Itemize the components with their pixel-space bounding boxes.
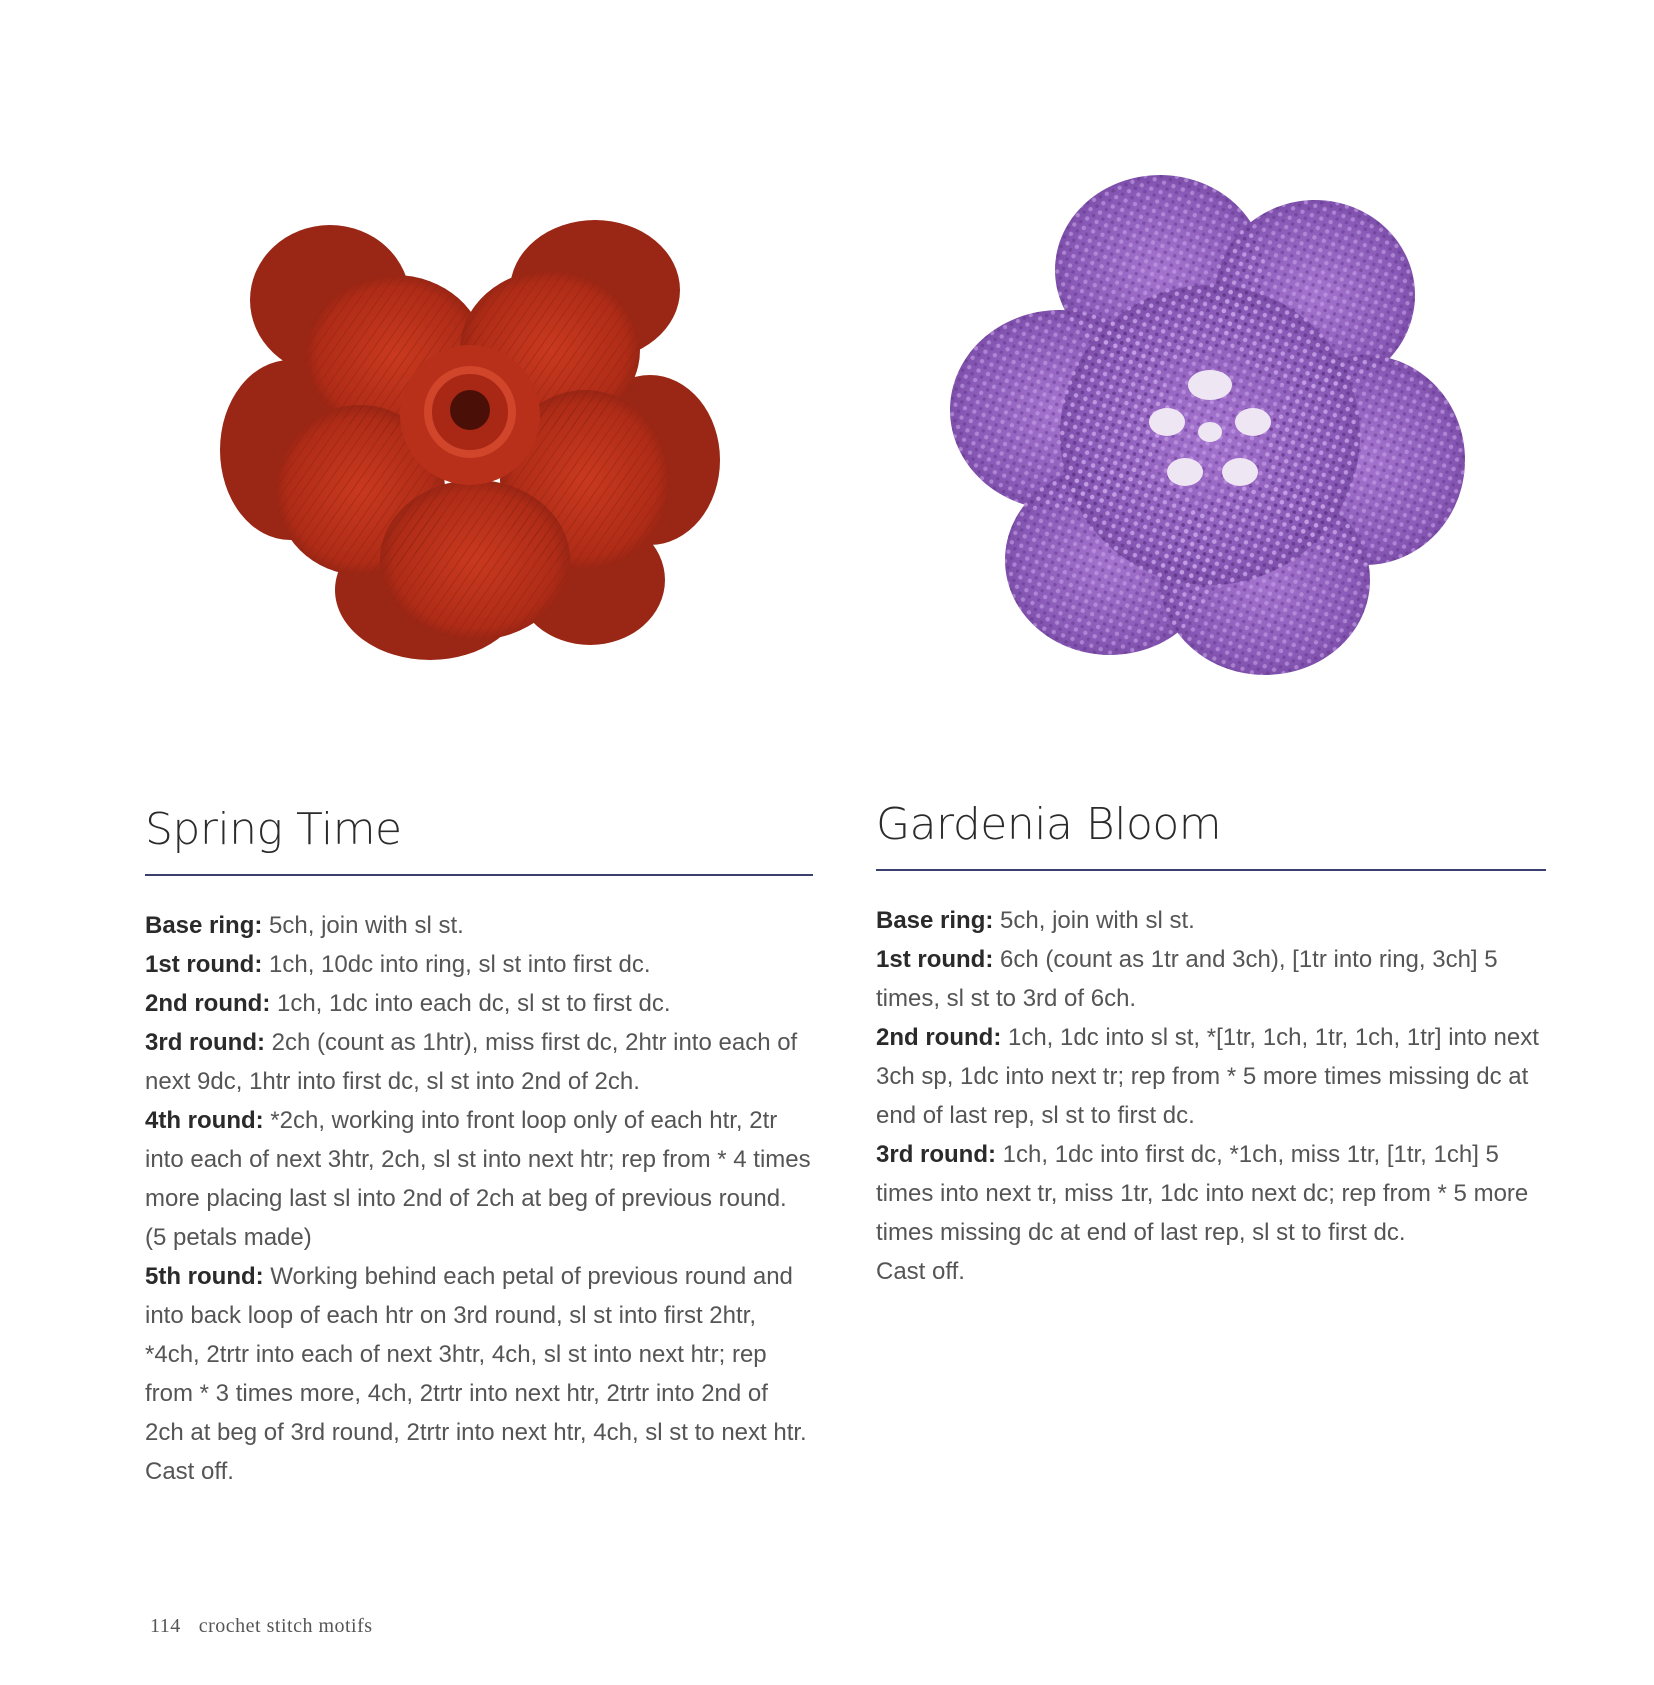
spring-time-pattern — [145, 800, 813, 1491]
row-label: 5th round: — [145, 1263, 264, 1290]
gardenia-bloom-pattern — [876, 795, 1546, 1291]
gardenia-bloom-photo — [935, 160, 1485, 685]
row-label: 1st round: — [876, 946, 994, 973]
row-text: 1ch, 1dc into sl st, *[1tr, 1ch, 1tr, 1ch, 1tr] into next 3ch sp, 1dc into next tr; rep from * 5 more times missing dc at end of last rep, sl st to first dc. — [876, 1024, 1539, 1129]
row-text: 5ch, join with sl st. — [993, 907, 1195, 934]
row-text: 5ch, join with sl st. — [262, 912, 464, 939]
row-label: 1st round: — [145, 951, 263, 978]
row-label: 4th round: — [145, 1107, 264, 1134]
pattern-title: Spring Time — [145, 804, 402, 855]
row-label: 2nd round: — [145, 990, 271, 1017]
row-label: 3rd round: — [876, 1141, 996, 1168]
pattern-title: Gardenia Bloom — [876, 799, 1222, 850]
row-label: Base ring: — [145, 912, 263, 939]
row-label: Base ring: — [876, 907, 994, 934]
row-text: 1ch, 1dc into each dc, sl st to first dc. — [270, 990, 671, 1017]
row-label: 3rd round: — [145, 1029, 265, 1056]
row-text: Cast off. — [145, 1458, 234, 1485]
row-text: 1ch, 10dc into ring, sl st into first dc. — [262, 951, 651, 978]
pattern-instructions — [145, 906, 813, 1491]
spring-time-photo — [220, 190, 730, 670]
page-footer — [150, 1615, 373, 1638]
row-text: 2ch (count as 1htr), miss first dc, 2htr into each of next 9dc, 1htr into first dc, sl st into 2nd of 2ch. — [145, 1029, 798, 1095]
title-divider — [145, 874, 813, 876]
purple-crochet-flower-photo — [935, 160, 1485, 685]
row-text: 1ch, 1dc into first dc, *1ch, miss 1tr, [1tr, 1ch] 5 times into next tr, miss 1tr, 1dc into next dc; rep from * 5 more times missing dc at end of last rep, sl st to first dc. — [876, 1141, 1529, 1246]
section-name: crochet stitch motifs — [198, 1615, 373, 1637]
row-text: *2ch, working into front loop only of each htr, 2tr into each of next 3htr, 2ch, sl st into next htr; rep from * 4 times more placing last sl into 2nd of 2ch at beg of previous round. (5 petals made) — [145, 1107, 811, 1251]
title-divider — [876, 869, 1546, 871]
row-text: 6ch (count as 1tr and 3ch), [1tr into ring, 3ch] 5 times, sl st to 3rd of 6ch. — [876, 946, 1498, 1012]
page-number: 114 — [150, 1615, 181, 1637]
row-text: Cast off. — [876, 1258, 965, 1285]
row-label: 2nd round: — [876, 1024, 1002, 1051]
row-text: Working behind each petal of previous round and into back loop of each htr on 3rd round, sl st into first 2htr, *4ch, 2trtr into each of next 3htr, 4ch, sl st into next htr; rep from * 3 times more, 4ch, 2trtr into next htr, 2trtr into 2nd of 2ch at beg of 3rd round, 2trtr into next htr, 4ch, sl st to next htr. — [145, 1263, 807, 1446]
red-crochet-flower-photo — [220, 190, 730, 670]
pattern-instructions — [876, 901, 1546, 1291]
